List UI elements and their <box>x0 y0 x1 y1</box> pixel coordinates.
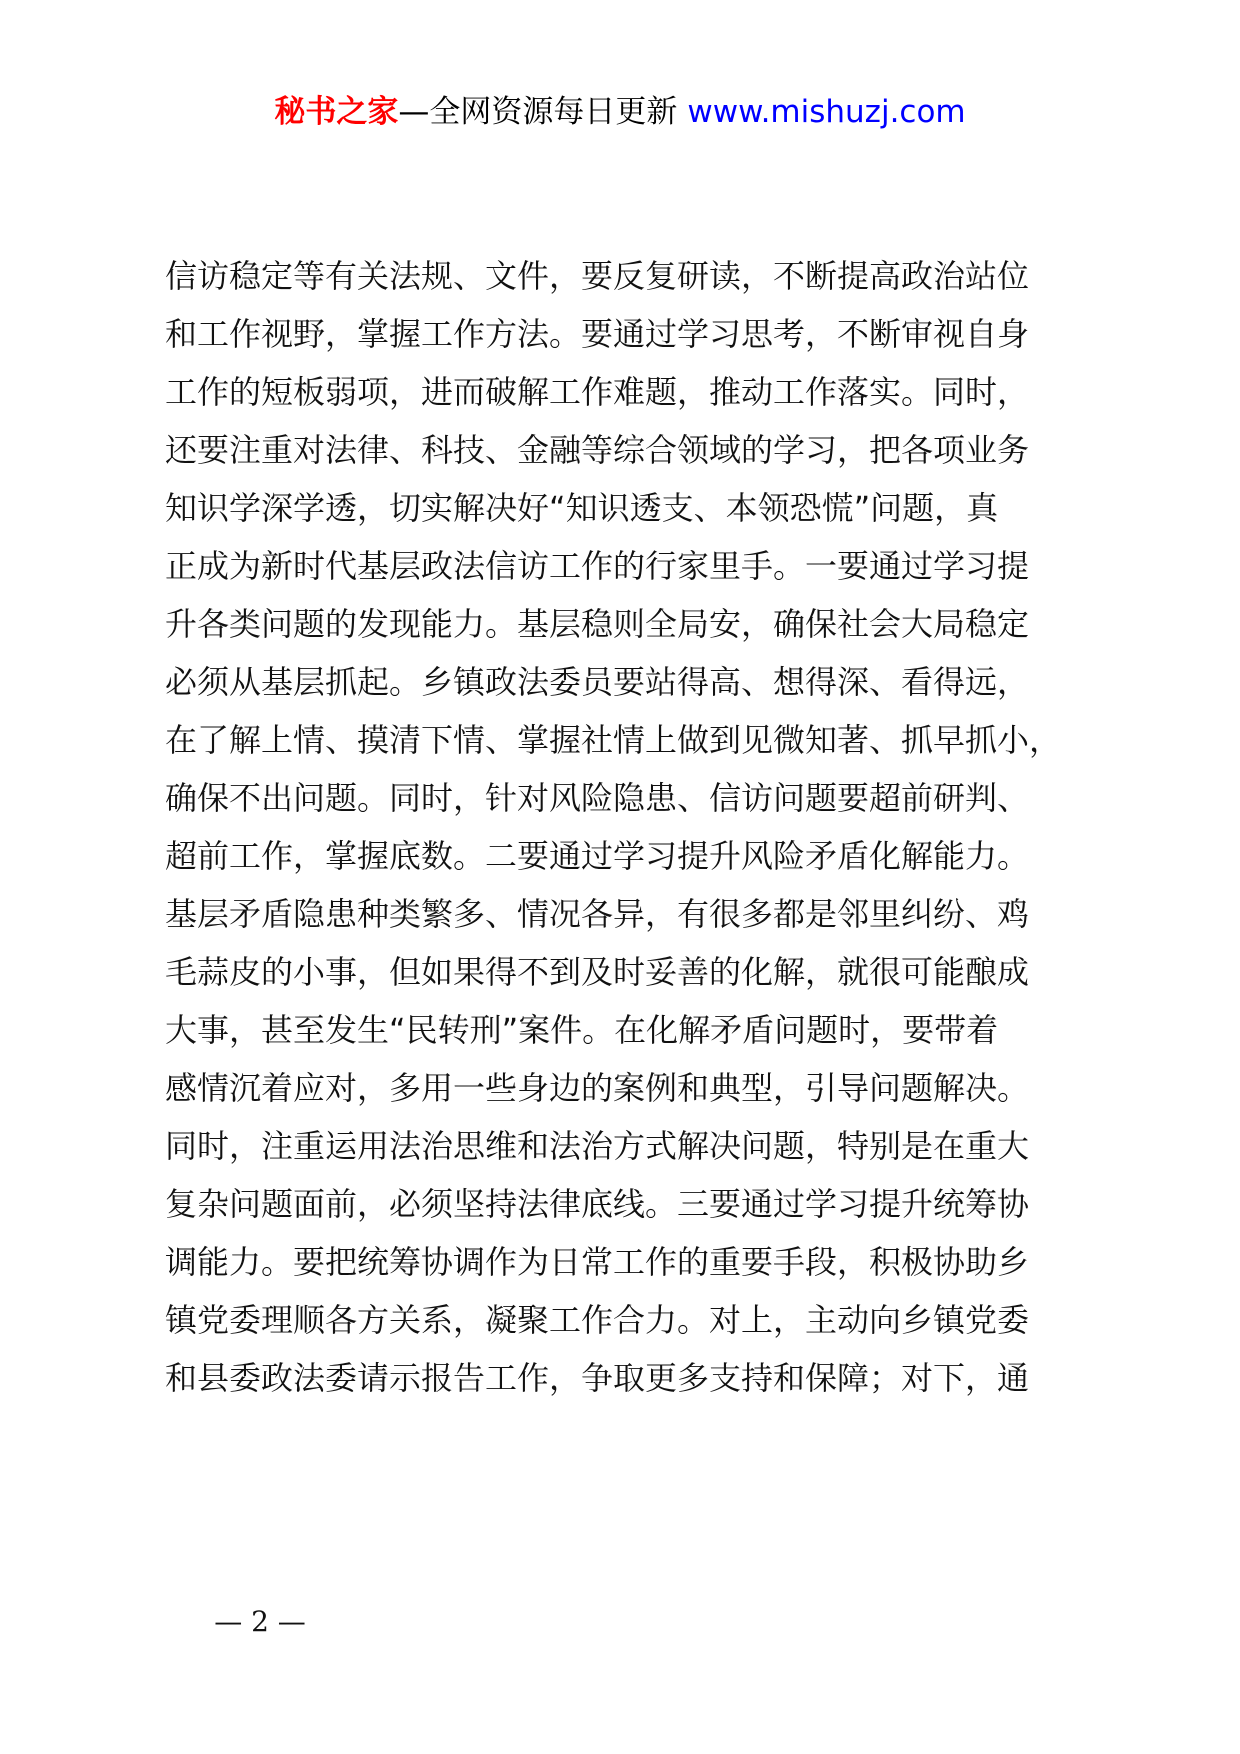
page-number: — 2 — <box>214 1605 306 1638</box>
text-line: 镇党委理顺各方关系，凝聚工作合力。对上，主动向乡镇党委 <box>165 1301 1030 1339</box>
text-line: 还要注重对法律、科技、金融等综合领域的学习，把各项业务 <box>165 431 1030 469</box>
text-line: 确保不出问题。同时，针对风险隐患、信访问题要超前研判、 <box>165 779 1030 817</box>
text-line: 必须从基层抓起。乡镇政法委员要站得高、想得深、看得远， <box>165 663 1030 701</box>
text-line: 调能力。要把统筹协调作为日常工作的重要手段，积极协助乡 <box>165 1243 1030 1281</box>
site-brand: 秘书之家 <box>274 94 399 130</box>
site-banner <box>0 92 1240 132</box>
text-line: 同时，注重运用法治思维和法治方式解决问题，特别是在重大 <box>165 1127 1030 1165</box>
text-line: 知识学深学透，切实解决好“知识透支、本领恐慌”问题，真 <box>165 489 999 527</box>
text-line: 和工作视野，掌握工作方法。要通过学习思考，不断审视自身 <box>165 315 1030 353</box>
text-line: 工作的短板弱项，进而破解工作难题，推动工作落实。同时， <box>165 373 1030 411</box>
text-line: 超前工作，掌握底数。二要通过学习提升风险矛盾化解能力。 <box>165 837 1030 875</box>
text-line: 大事，甚至发生“民转刑”案件。在化解矛盾问题时，要带着 <box>165 1011 999 1049</box>
site-tagline: —全网资源每日更新 <box>398 94 678 130</box>
text-line: 正成为新时代基层政法信访工作的行家里手。一要通过学习提 <box>165 547 1030 585</box>
text-line: 升各类问题的发现能力。基层稳则全局安，确保社会大局稳定 <box>165 605 1030 643</box>
text-line: 信访稳定等有关法规、文件，要反复研读，不断提高政治站位 <box>165 257 1030 295</box>
text-line: 在了解上情、摸清下情、掌握社情上做到见微知著、抓早抓小， <box>165 721 1062 759</box>
text-line: 感情沉着应对，多用一些身边的案例和典型，引导问题解决。 <box>165 1069 1030 1107</box>
text-line: 基层矛盾隐患种类繁多、情况各异，有很多都是邻里纠纷、鸡 <box>165 895 1030 933</box>
text-line: 复杂问题面前，必须坚持法律底线。三要通过学习提升统筹协 <box>165 1185 1030 1223</box>
text-line: 和县委政法委请示报告工作，争取更多支持和保障；对下，通 <box>165 1359 1030 1397</box>
site-url-link[interactable]: www.mishuzj.com <box>687 94 966 130</box>
text-line: 毛蒜皮的小事，但如果得不到及时妥善的化解，就很可能酿成 <box>165 953 1030 991</box>
